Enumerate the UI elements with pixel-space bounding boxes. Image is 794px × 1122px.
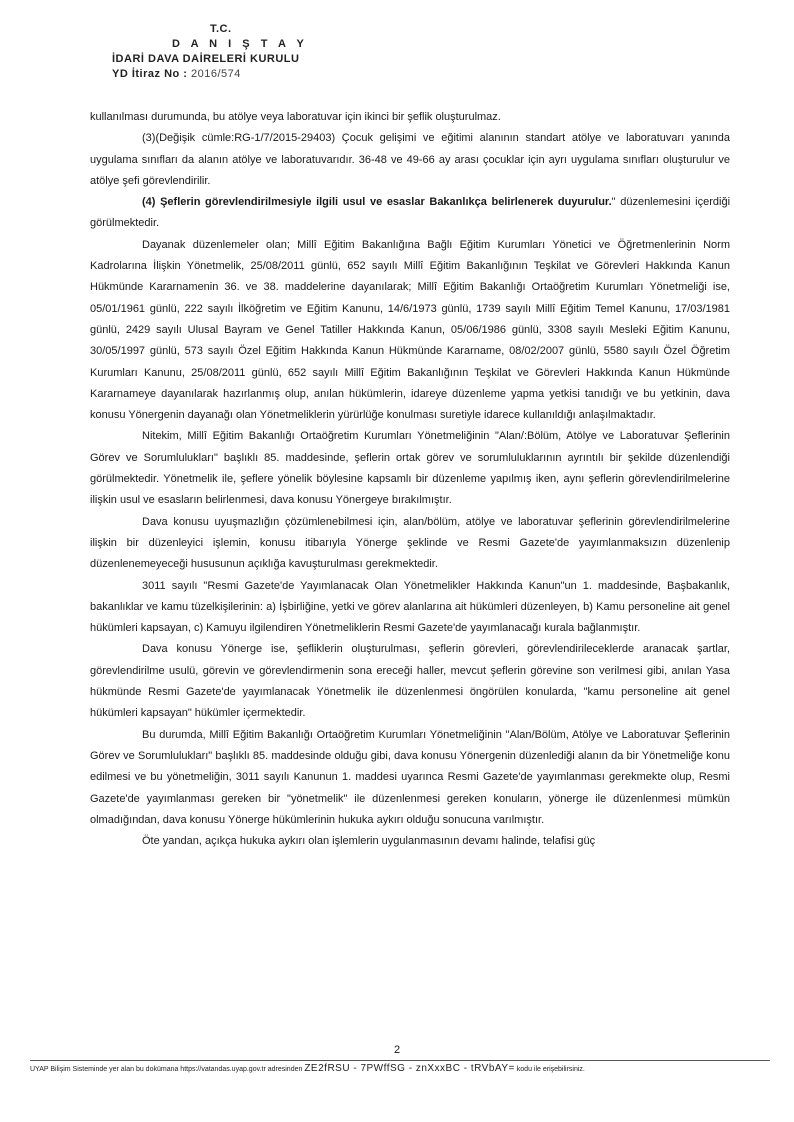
paragraph-continuation: kullanılması durumunda, bu atölye veya laboratuvar için ikinci bir şeflik oluşturulmaz. — [90, 111, 501, 123]
paragraph-conclusion: Bu durumda, Millî Eğitim Bakanlığı Ortaöğretim Kurumları Yönetmeliğinin "Alan/Bölüm, Atölye ve Laboratuvar Şeflerinin Görev ve Sorumlulukları" başlıklı 85. maddesinde olduğu gibi, dava konusu Yönergenin düzenlediği alanın da bir Yönetmeliğe konu edilmesi ve bu yönetmeliğin, 3011 sayılı Kanunun 1. maddesi uyarınca Resmi Gazete'de yayımlanması gerekmekte olup, Resmi Gazete'de yayımlanması gereken bir "yönetmelik" ile düzenlenmesi gereken konuların, yönerge ile düzenlenmesi mümkün olmadığından, dava konusu Yönerge hükümlerinin hukuka aykırı olduğu sonucuna varılmıştır. — [90, 728, 730, 826]
footer-prefix: UYAP Bilişim Sisteminde yer alan bu dokümana https://vatandas.uyap.gov.tr adresinden — [30, 1066, 303, 1073]
paragraph-clause-3: (3)(Değişik cümle:RG-1/7/2015-29403) Çocuk gelişimi ve eğitimi alanının standart atölye ve laboratuvarı yanında uygulama sınıfları da alanın atölye ve laboratuvarıdır. 36-48 ve 49-66 ay arası çocuklar için ayrı uygulama sınıfları oluşturulur ve atölye şefi görevlendirilir. — [90, 132, 730, 187]
header-board-name: İDARİ DAVA DAİRELERİ KURULU — [112, 53, 300, 65]
paragraph-law-3011: 3011 sayılı "Resmi Gazete'de Yayımlanacak Olan Yönetmelikler Hakkında Kanun"un 1. maddesinde, Başbakanlık, bakanlıklar ve kamu tüzelkişilerinin: a) İşbirliğine, yetki ve görev alanlarına ait hükümleri düzenleyen, b) Kamu personeline ait genel hükümleri kapsayan, c) Kamuyu ilgilendiren Yönetmeliklerin Resmi Gazete'de yayımlanacağı kurala bağlanmıştır. — [90, 579, 730, 635]
document-header — [112, 22, 352, 82]
header-file-number — [112, 67, 352, 82]
footer-suffix: kodu ile erişebilirsiniz. — [516, 1066, 585, 1073]
header-court-name: D A N I Ş T A Y — [172, 38, 308, 50]
clause-4-bold-text: (4) Şeflerin görevlendirilmesiyle ilgili usul ve esaslar Bakanlıkça belirlenerek duyurulur. — [142, 196, 612, 209]
file-number-label: YD İtiraz No : — [112, 68, 188, 80]
document-footer — [30, 1063, 770, 1074]
footer-access-code: ZE2fRSU - 7PWffSG - znXxxBC - tRVbAY= — [304, 1063, 515, 1074]
paragraph-dispute-resolution: Dava konusu uyuşmazlığın çözümlenebilmesi için, alan/bölüm, atölye ve laboratuvar şeflerinin görevlendirilmelerine ilişkin bir düzenleyici işlemin, konusu itibarıyla Yönerge şeklinde ve Resmi Gazete'de yayımlanmaksızın düzenlenip düzenlenemeyeceği hususunun açıklığa kavuşturulması gerekmektedir. — [90, 515, 730, 571]
paragraph-final-partial: Öte yandan, açıkça hukuka aykırı olan işlemlerin uygulanmasının devamı halinde, telafisi güç — [142, 835, 596, 848]
paragraph-regulation-85: Nitekim, Millî Eğitim Bakanlığı Ortaöğretim Kurumları Yönetmeliğinin "Alan/:Bölüm, Atölye ve Laboratuvar Şeflerinin Görev ve Sorumlulukları" başlıklı 85. maddesinde, şeflerin ortak görev ve sorumluluklarının ayrıntılı bir şekilde düzenlendiği görülmektedir. Yönetmelik ile, şeflere yönelik böylesine kapsamlı bir düzenleme yapılmış iken, aynı şeflerin görevlendirilmelerine ilişkin usul ve esasların belirlenmesi, dava konusu Yönergeye bırakılmıştır. — [90, 430, 730, 507]
paragraph-directive-content: Dava konusu Yönerge ise, şefliklerin oluşturulması, şeflerin görevleri, görevlendirileceklerde aranacak şartlar, görevlendirilme usulü, görevin ve görevlendirmenin sona ereceği haller, mevcut şeflerin görevine son verilmesi gibi, anılan Yasa hükmünde Resmi Gazete'de yayımlanacak Yönetmelik ile düzenlenmesi öngörülen konularda, "kamu personeline ait genel hükümleri kapsayan" hükümler içermektedir. — [90, 643, 730, 720]
clause-4-text: " düzenlemesini içerdiği görülmektedir. — [90, 196, 731, 230]
paragraph-clause-4 — [90, 192, 730, 235]
page-number: 2 — [393, 1044, 401, 1056]
paragraph-legal-basis: Dayanak düzenlemeler olan; Millî Eğitim Bakanlığına Bağlı Eğitim Kurumları Yönetici ve Öğretmenlerinin Norm Kadrolarına İlişkin Yönetmelik, 25/08/2011 günlü, 652 sayılı Millî Eğitim Bakanlığının Teşkilat ve Görevleri Hakkında Kanun Hükmünde Kararnamenin 36. ve 38. maddelerine dayanılarak; Millî Eğitim Bakanlığı Ortaöğretim Kurumları Yönetmeliği ise, 05/01/1961 günlü, 222 sayılı İlköğretim ve Eğitim Kanunu, 14/6/1973 günlü, 1739 sayılı Millî Eğitim Temel Kanunu, 17/03/1981 günlü, 2429 sayılı Ulusal Bayram ve Genel Tatiller Hakkında Kanun, 05/06/1986 günlü, 3308 sayılı Mesleki Eğitim Kanunu, 30/05/1997 günlü, 573 sayılı Özel Eğitim Hakkında Kanun Hükmünde Kararname, 08/02/2007 günlü, 5580 sayılı Özel Öğretim Kurumları Kanunu, 25/08/2011 günlü, 652 sayılı Millî Eğitim Bakanlığının Teşkilat ve Görevleri Hakkında Kanun Hükmünde Kararnameye dayanılarak hazırlanmış olup, anılan hükümlerin, idareye düzenleme yapma yetkisi tanıdığı ve bu yetkinin, dava konusu Yönergenin dayanağı olan Yönetmeliklerin yürürlüğe konulması suretiyle idarece kullanıldığı anlaşılmaktadır. — [90, 238, 730, 422]
footer-divider — [30, 1060, 770, 1061]
header-tc: T.C. — [210, 23, 232, 35]
file-number-value: 2016/574 — [191, 68, 241, 80]
document-body — [90, 107, 730, 852]
